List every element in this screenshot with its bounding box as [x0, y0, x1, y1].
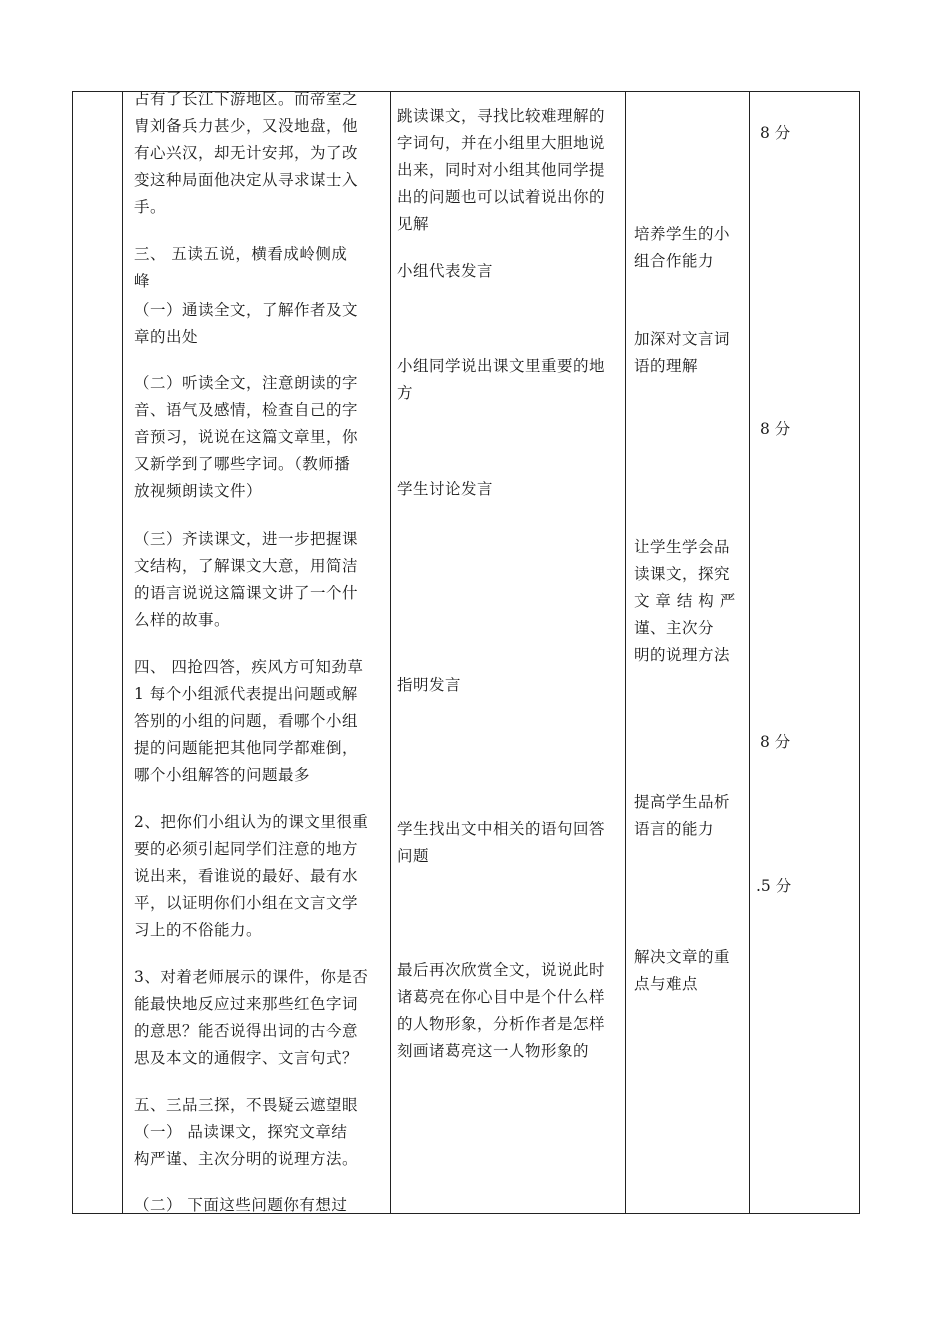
col4-paragraph: 解决文章的重 点与难点 — [634, 948, 731, 993]
col2-paragraph: （一）通读全文，了解作者及文 章的出处 — [134, 301, 359, 346]
column-divider — [390, 92, 391, 1213]
col2-paragraph: 3、对着老师展示的课件，你是否 能最快地反应过来那些红色字词 的意思？能否说得出词的古今意 思及本文的通假字、文言句式？ — [134, 968, 369, 1067]
col3-paragraph: 小组同学说出课文里重要的地 方 — [397, 357, 606, 402]
col2-paragraph: （三）齐读课文，进一步把握课 文结构，了解课文大意，用简洁 的语言说说这篇课文讲了一个什 么样的故事。 — [134, 530, 359, 629]
col3-paragraph: 跳读课文，寻找比较难理解的 字词句，并在小组里大胆地说 出来，同时对小组其他同学提 出的问题也可以试着说出你的 见解 — [397, 107, 606, 233]
col4-paragraph: 提高学生品析 语言的能力 — [634, 793, 731, 838]
col2-section-heading: 五、三品三探，不畏疑云遮望眼 （一） 品读课文，探究文章结 构严谨、主次分明的说理方法。 — [134, 1096, 359, 1168]
col4-paragraph: 培养学生的小 组合作能力 — [634, 225, 731, 270]
col2-section-heading: 三、 五读五说，横看成岭侧成 峰 — [134, 245, 348, 290]
column-divider — [625, 92, 626, 1213]
col4-paragraph: 加深对文言词 语的理解 — [634, 330, 731, 375]
column-divider — [122, 92, 123, 1213]
col4-paragraph: 让学生学会品 读课文，探究 文 章 结 构 严 谨、主次分 明的说理方法 — [634, 538, 736, 664]
time-allocation: .5 分 — [756, 877, 792, 895]
column-divider — [749, 92, 750, 1213]
col3-paragraph: 最后再次欣赏全文，说说此时 诸葛亮在你心目中是个什么样 的人物形象，分析作者是怎样 刻画诸葛亮这一人物形象的 — [397, 961, 606, 1060]
col2-section-heading: 四、 四抢四答，疾风方可知劲草 1 每个小组派代表提出问题或解 答别的小组的问题，看哪个小组 提的问题能把其他同学都难倒， 哪个小组解答的问题最多 — [134, 658, 364, 784]
col2-paragraph: （二）听读全文，注意朗读的字 音、语气及感情，检查自己的字 音预习，说说在这篇文章里，你 又新学到了哪些字词。（教师播 放视频朗读文件） — [134, 374, 359, 500]
col3-paragraph: 学生讨论发言 — [397, 480, 494, 498]
col2-paragraph: 占有了长江下游地区。而帝室之 胄刘备兵力甚少，又没地盘，他 有心兴汉，却无计安邦，为了改 变这种局面他决定从寻求谋士入 手。 — [134, 90, 359, 216]
col3-paragraph: 指明发言 — [397, 676, 462, 694]
time-allocation: 8 分 — [760, 733, 791, 751]
col3-paragraph: 学生找出文中相关的语句回答 问题 — [397, 820, 606, 865]
col2-paragraph: 2、把你们小组认为的课文里很重 要的必须引起同学们注意的地方 说出来，看谁说的最好、最有水 平，以证明你们小组在文言文学 习上的不俗能力。 — [134, 813, 369, 939]
col3-paragraph: 小组代表发言 — [397, 262, 494, 280]
col2-paragraph: （二） 下面这些问题你有想过 — [134, 1196, 348, 1214]
time-allocation: 8 分 — [760, 124, 791, 142]
time-allocation: 8 分 — [760, 420, 791, 438]
